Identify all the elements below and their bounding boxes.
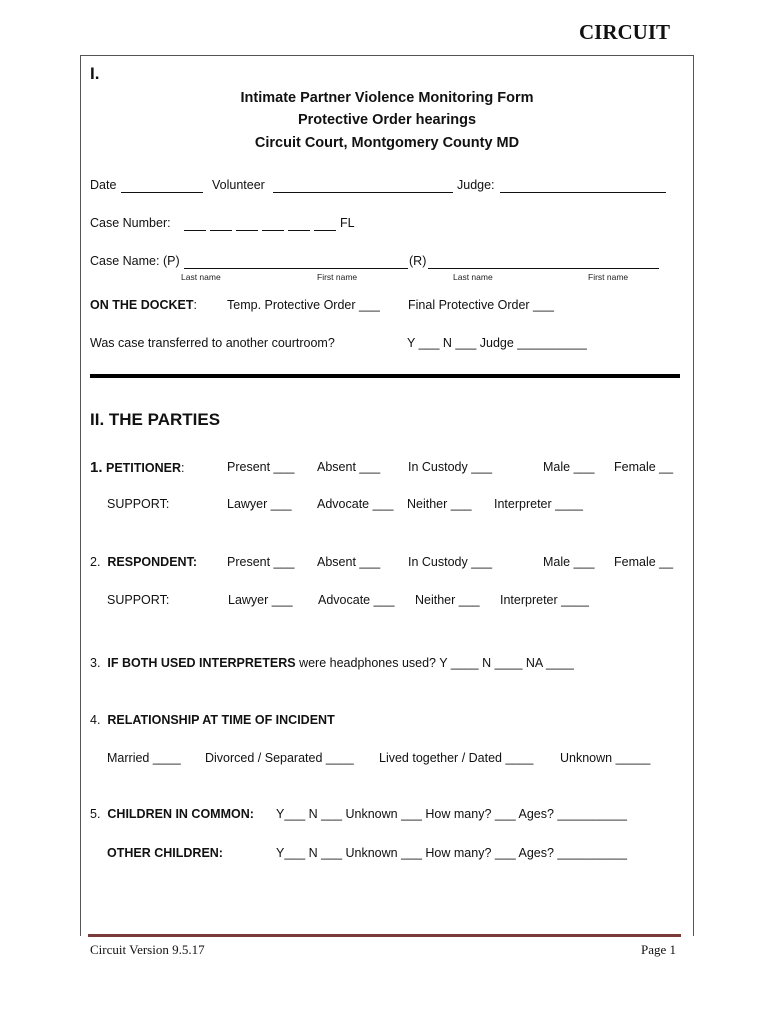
judge-label: Judge: <box>457 178 495 192</box>
date-label: Date <box>90 178 117 192</box>
page-number: Page 1 <box>641 942 677 957</box>
relationship-heading <box>90 713 335 727</box>
petitioner-lawyer[interactable]: Lawyer ___ <box>227 497 292 511</box>
relationship-lived-together[interactable]: Lived together / Dated ____ <box>379 751 534 765</box>
footer-rule <box>88 934 681 937</box>
respondent-support-label: SUPPORT: <box>107 593 170 607</box>
respondent-lawyer[interactable]: Lawyer ___ <box>228 593 293 607</box>
respondent-interpreter[interactable]: Interpreter ____ <box>500 593 589 607</box>
relationship-unknown[interactable]: Unknown _____ <box>560 751 651 765</box>
judge-field[interactable] <box>500 192 666 193</box>
case-number-blank[interactable] <box>236 230 258 231</box>
relationship-married[interactable]: Married ____ <box>107 751 181 765</box>
volunteer-label: Volunteer <box>212 178 265 192</box>
respondent-row-label <box>90 555 197 569</box>
case-number-blank[interactable] <box>262 230 284 231</box>
relationship-label: RELATIONSHIP AT TIME OF INCIDENT <box>107 713 335 727</box>
date-field[interactable] <box>121 192 203 193</box>
respondent-advocate[interactable]: Advocate ___ <box>318 593 395 607</box>
petitioner-male[interactable]: Male ___ <box>543 460 595 474</box>
petitioner-number: 1. <box>90 459 103 476</box>
interpreters-label: IF BOTH USED INTERPRETERS <box>107 656 296 670</box>
section-1-numeral: I. <box>90 64 100 83</box>
final-order-option[interactable]: Final Protective Order ___ <box>408 298 554 312</box>
relationship-number: 4. <box>90 713 101 727</box>
petitioner-support-label: SUPPORT: <box>107 497 170 511</box>
relationship-divorced[interactable]: Divorced / Separated ____ <box>205 751 354 765</box>
docket-colon: : <box>193 298 197 312</box>
respondent-male[interactable]: Male ___ <box>543 555 595 569</box>
respondent-present[interactable]: Present ___ <box>227 555 295 569</box>
p-first-name-caption: First name <box>317 272 358 282</box>
p-last-name-caption: Last name <box>181 272 221 282</box>
children-answers[interactable]: Y___ N ___ Unknown ___ How many? ___ Ages? __________ <box>276 807 627 821</box>
petitioner-advocate[interactable]: Advocate ___ <box>317 497 394 511</box>
section-divider <box>90 374 680 378</box>
docket-row <box>90 298 197 312</box>
children-label-row <box>90 807 254 821</box>
respondent-mark: (R) <box>409 254 427 268</box>
interpreters-text: were headphones used? Y ____ N ____ NA ____ <box>295 656 574 670</box>
docket-label: ON THE DOCKET <box>90 298 194 312</box>
respondent-name-field[interactable] <box>428 268 659 269</box>
respondent-label: RESPONDENT: <box>107 555 197 569</box>
interpreters-question <box>90 656 574 670</box>
version-label: Circuit Version 9.5.17 <box>90 942 205 957</box>
circuit-header: CIRCUIT <box>579 20 671 44</box>
case-number-blank[interactable] <box>184 230 206 231</box>
form-subtitle: Protective Order hearings <box>297 112 477 128</box>
r-last-name-caption: Last name <box>453 272 493 282</box>
respondent-absent[interactable]: Absent ___ <box>317 555 381 569</box>
court-name: Circuit Court, Montgomery County MD <box>254 135 520 151</box>
form-title: Intimate Partner Violence Monitoring Form <box>240 90 534 106</box>
case-number-blank[interactable] <box>210 230 232 231</box>
other-children-label: OTHER CHILDREN: <box>107 846 223 860</box>
section-2-heading: II. THE PARTIES <box>90 410 221 429</box>
petitioner-name-field[interactable] <box>184 268 408 269</box>
respondent-neither[interactable]: Neither ___ <box>415 593 480 607</box>
temp-order-option[interactable]: Temp. Protective Order ___ <box>227 298 380 312</box>
children-label: CHILDREN IN COMMON: <box>107 807 254 821</box>
case-name-label: Case Name: (P) <box>90 254 180 268</box>
petitioner-present[interactable]: Present ___ <box>227 460 295 474</box>
transfer-answer[interactable]: Y ___ N ___ Judge __________ <box>407 336 587 350</box>
case-number-blank[interactable] <box>314 230 336 231</box>
transfer-question: Was case transferred to another courtroom? <box>90 336 335 350</box>
interpreters-number: 3. <box>90 656 101 670</box>
petitioner-neither[interactable]: Neither ___ <box>407 497 472 511</box>
petitioner-absent[interactable]: Absent ___ <box>317 460 381 474</box>
respondent-number: 2. <box>90 555 101 569</box>
volunteer-field[interactable] <box>273 192 453 193</box>
respondent-custody[interactable]: In Custody ___ <box>408 555 493 569</box>
r-first-name-caption: First name <box>588 272 629 282</box>
form-frame <box>80 55 694 936</box>
respondent-female[interactable]: Female __ <box>614 555 674 569</box>
petitioner-interpreter[interactable]: Interpreter ____ <box>494 497 583 511</box>
petitioner-label: PETITIONER <box>106 461 182 475</box>
petitioner-custody[interactable]: In Custody ___ <box>408 460 493 474</box>
case-number-label: Case Number: <box>90 216 171 230</box>
children-number: 5. <box>90 807 101 821</box>
case-number-suffix: FL <box>340 216 355 230</box>
petitioner-female[interactable]: Female __ <box>614 460 674 474</box>
petitioner-row-label <box>90 459 185 476</box>
petitioner-colon: : <box>181 461 185 475</box>
case-number-blank[interactable] <box>288 230 310 231</box>
other-children-answers[interactable]: Y___ N ___ Unknown ___ How many? ___ Ages? __________ <box>276 846 627 860</box>
